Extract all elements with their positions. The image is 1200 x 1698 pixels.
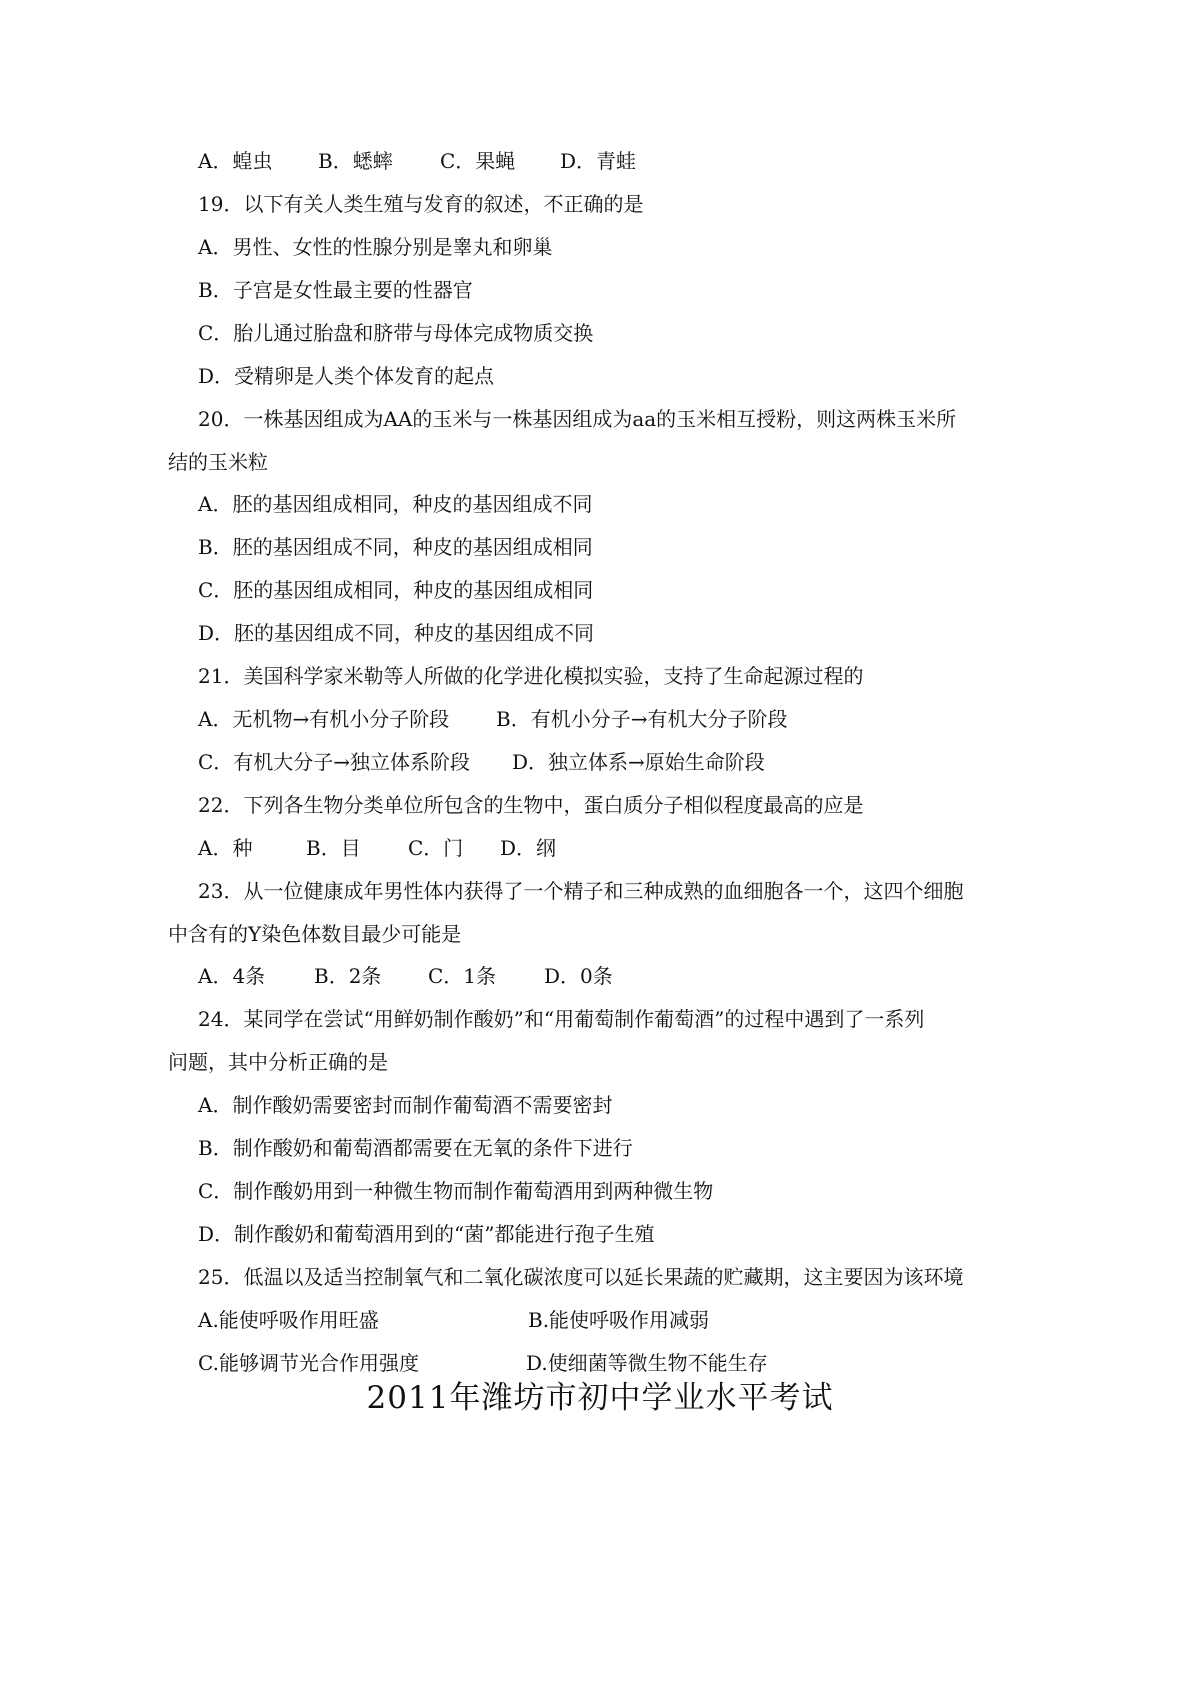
q22-option-a: A．种: [198, 836, 253, 860]
q19-option-d: D．受精卵是人类个体发育的起点: [198, 364, 495, 388]
q19-stem: 19．以下有关人类生殖与发育的叙述，不正确的是: [198, 192, 644, 216]
q22-stem: 22．下列各生物分类单位所包含的生物中，蛋白质分子相似程度最高的应是: [198, 793, 864, 817]
q23-option-b: B．2条: [314, 964, 382, 988]
q23-stem-line1: 23．从一位健康成年男性体内获得了一个精子和三种成熟的血细胞各一个，这四个细胞: [198, 879, 964, 903]
q20-option-c: C．胚的基因组成相同，种皮的基因组成相同: [198, 578, 594, 602]
q20-option-d: D．胚的基因组成不同，种皮的基因组成不同: [198, 621, 595, 645]
q24-option-c: C．制作酸奶用到一种微生物而制作葡萄酒用到两种微生物: [198, 1179, 714, 1203]
q21-option-a: A．无机物→有机小分子阶段: [198, 707, 450, 731]
q18-option-c: C．果蝇: [440, 149, 516, 173]
q21-option-d: D．独立体系→原始生命阶段: [512, 750, 765, 774]
q19-option-b: B．子宫是女性最主要的性器官: [198, 278, 473, 302]
q21-stem: 21．美国科学家米勒等人所做的化学进化模拟实验，支持了生命起源过程的: [198, 664, 864, 688]
q18-option-b: B．蟋蟀: [318, 149, 393, 173]
q19-option-a: A．男性、女性的性腺分别是睾丸和卵巢: [198, 235, 553, 259]
q20-option-b: B．胚的基因组成不同，种皮的基因组成相同: [198, 535, 593, 559]
q24-option-b: B．制作酸奶和葡萄酒都需要在无氧的条件下进行: [198, 1136, 633, 1160]
q25-option-c: C.能够调节光合作用强度: [198, 1351, 419, 1375]
q25-option-a: A.能使呼吸作用旺盛: [198, 1308, 379, 1332]
q22-option-b: B．目: [306, 836, 361, 860]
q21-option-b: B．有机小分子→有机大分子阶段: [496, 707, 788, 731]
q19-option-c: C．胎儿通过胎盘和脐带与母体完成物质交换: [198, 321, 594, 345]
q25-option-b: B.能使呼吸作用减弱: [528, 1308, 710, 1332]
q24-option-a: A．制作酸奶需要密封而制作葡萄酒不需要密封: [198, 1093, 613, 1117]
q24-option-d: D．制作酸奶和葡萄酒用到的“菌”都能进行孢子生殖: [198, 1222, 655, 1246]
q25-option-d: D.使细菌等微生物不能生存: [526, 1351, 768, 1375]
q22-option-d: D．纲: [500, 836, 557, 860]
q24-stem-line1: 24．某同学在尝试“用鲜奶制作酸奶”和“用葡萄制作葡萄酒”的过程中遇到了一系列: [198, 1007, 925, 1031]
q23-option-c: C．1条: [428, 964, 497, 988]
q25-stem: 25．低温以及适当控制氧气和二氧化碳浓度可以延长果蔬的贮藏期，这主要因为该环境: [198, 1265, 964, 1289]
q18-option-d: D．青蛙: [560, 149, 637, 173]
q24-stem-line2: 问题，其中分析正确的是: [168, 1050, 388, 1074]
q20-stem-line2: 结的玉米粒: [168, 450, 268, 474]
exam-title: 2011年潍坊市初中学业水平考试: [366, 1380, 834, 1416]
q23-stem-line2: 中含有的Y染色体数目最少可能是: [168, 922, 462, 946]
q20-option-a: A．胚的基因组成相同，种皮的基因组成不同: [198, 492, 593, 516]
q20-stem-line1: 20．一株基因组成为AA的玉米与一株基因组成为aa的玉米相互授粉，则这两株玉米所: [198, 407, 957, 431]
q22-option-c: C．门: [408, 836, 464, 860]
q21-option-c: C．有机大分子→独立体系阶段: [198, 750, 471, 774]
q23-option-a: A．4条: [198, 964, 266, 988]
q23-option-d: D．0条: [544, 964, 613, 988]
q18-option-a: A．蝗虫: [198, 149, 273, 173]
